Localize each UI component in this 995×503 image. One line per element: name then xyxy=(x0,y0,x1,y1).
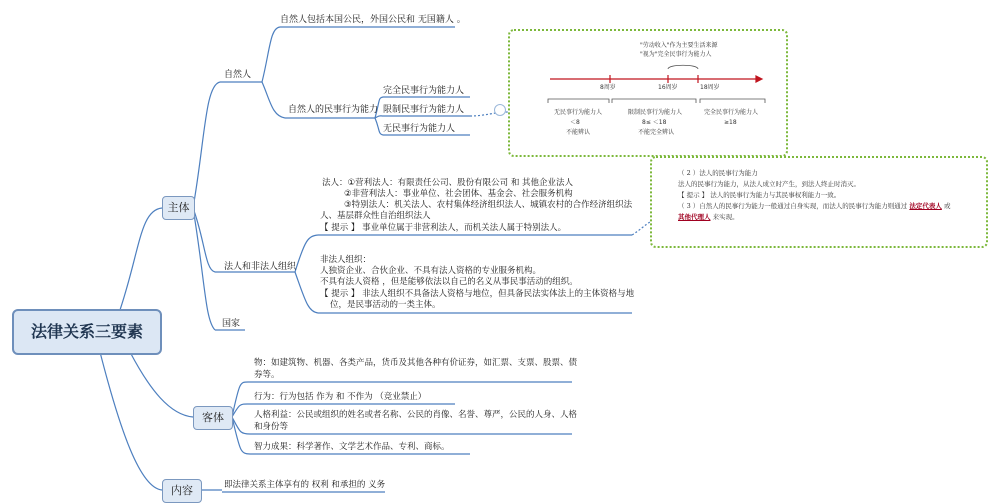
object-item-thing-1: 物：如建筑物、机器、各类产品，货币及其他各种有价证券，如汇票、支票、股票、债 xyxy=(254,358,578,368)
corp-line-3: ③特别法人：机关法人、农村集体经济组织法人、城镇农村的合作经济组织法 xyxy=(344,200,633,210)
noncorp-line-2: 人独资企业、合伙企业、不具有法人资格的专业服务机构。 xyxy=(320,266,542,276)
legal-card-line-4-text: （ 3 ）自然人的民事行为能力一般通过自身实现，而法人的民事行为能力则通过 xyxy=(678,202,908,210)
legal-person-label[interactable]: 法人和非法人组织 xyxy=(224,262,297,272)
legal-card-line-1: （ 2 ）法人的民事行为能力 xyxy=(678,169,758,177)
legal-card-line-4 xyxy=(678,202,950,210)
noncorp-line-1: 非法人组织： xyxy=(320,255,372,265)
capacity-item-full: 完全民事行为能力人 xyxy=(383,86,465,96)
band-none-sub2: 不能辨认 xyxy=(566,129,591,136)
legal-card-line-5 xyxy=(678,213,739,221)
age-chart-card xyxy=(508,29,788,157)
legal-agent-highlight: 其他代理人 xyxy=(678,213,711,221)
object-item-personality-1: 人格利益：公民或组织的姓名或者名称、公民的肖像、名誉、尊严，公民的人身、人格 xyxy=(254,410,578,420)
legal-capacity-card xyxy=(650,156,988,248)
tick-18: 18周岁 xyxy=(700,84,720,91)
band-limited-title: 限制民事行为能力人 xyxy=(628,109,683,116)
legal-card-line-2: 法人的民事行为能力，从法人成立时产生，到法人终止时消灭。 xyxy=(678,180,860,188)
age-note-2: "视为"完全民事行为能力人 xyxy=(640,51,712,58)
legal-rep-highlight: 法定代表人 xyxy=(909,202,942,210)
band-limited-sub: 8≤ ＜18 xyxy=(642,119,667,126)
natural-capacity-label[interactable]: 自然人的民事行为能力 xyxy=(288,105,379,115)
corp-line-2: ②非营利法人：事业单位、社会团体、基金会、社会服务机构 xyxy=(344,189,573,199)
corp-line-4: 人、基层群众性自治组织法人 xyxy=(320,211,431,221)
expand-toggle[interactable] xyxy=(494,104,506,116)
legal-card-line-5-text: 来实现。 xyxy=(712,213,739,221)
band-full-title: 完全民事行为能力人 xyxy=(704,109,759,116)
band-limited-sub2: 不能完全辨认 xyxy=(638,129,675,136)
object-item-personality-2: 和身份等 xyxy=(254,422,289,432)
subject-node[interactable]: 主体 xyxy=(162,196,195,220)
noncorp-line-4: 【 提示 】 非法人组织不具备法人资格与地位，但具备民法实体法上的主体资格与地 xyxy=(320,289,635,299)
age-note-1: "劳动收入"作为主要生活来源 xyxy=(640,42,718,49)
tick-8: 8周岁 xyxy=(600,84,616,91)
object-item-behavior: 行为：行为包括 作为 和 不作为 （竞业禁止） xyxy=(254,392,427,402)
corp-tip: 【 提示 】 事业单位属于非营利法人，而机关法人属于特别法人。 xyxy=(320,223,567,233)
object-item-intellectual: 智力成果：科学著作、文学艺术作品、专利、商标。 xyxy=(254,442,450,452)
noncorp-line-5: 位，是民事活动的一类主体。 xyxy=(330,300,441,310)
content-text: 即法律关系主体享有的 权利 和承担的 义务 xyxy=(224,480,386,490)
state-label[interactable]: 国家 xyxy=(222,319,241,329)
content-node[interactable]: 内容 xyxy=(162,479,202,503)
object-item-thing-2: 券等。 xyxy=(254,370,280,380)
noncorp-line-3: 不具有法人资格 ，但是能够依法以自己的名义从事民事活动的组织。 xyxy=(320,277,578,287)
legal-card-or: 或 xyxy=(943,202,951,210)
band-none-sub: ＜8 xyxy=(570,119,580,126)
tick-16: 16周岁 xyxy=(658,84,678,91)
legal-card-line-3: 【 提示 】 法人的民事行为能力与其民事权利能力一致。 xyxy=(678,191,841,199)
natural-includes-text: 自然人包括本国公民，外国公民和 无国籍人 。 xyxy=(280,15,466,25)
object-node[interactable]: 客体 xyxy=(193,406,233,430)
band-none-title: 无民事行为能力人 xyxy=(554,109,603,116)
natural-person-label[interactable]: 自然人 xyxy=(224,70,252,80)
band-full-sub: ≥18 xyxy=(724,119,737,126)
capacity-item-none: 无民事行为能力人 xyxy=(383,124,456,134)
corp-line-1: 法人：①营利法人：有限责任公司、股份有限公司 和 其他企业法人 xyxy=(322,178,574,188)
root-node[interactable]: 法律关系三要素 xyxy=(12,309,162,355)
capacity-item-limited: 限制民事行为能力人 xyxy=(383,105,465,115)
